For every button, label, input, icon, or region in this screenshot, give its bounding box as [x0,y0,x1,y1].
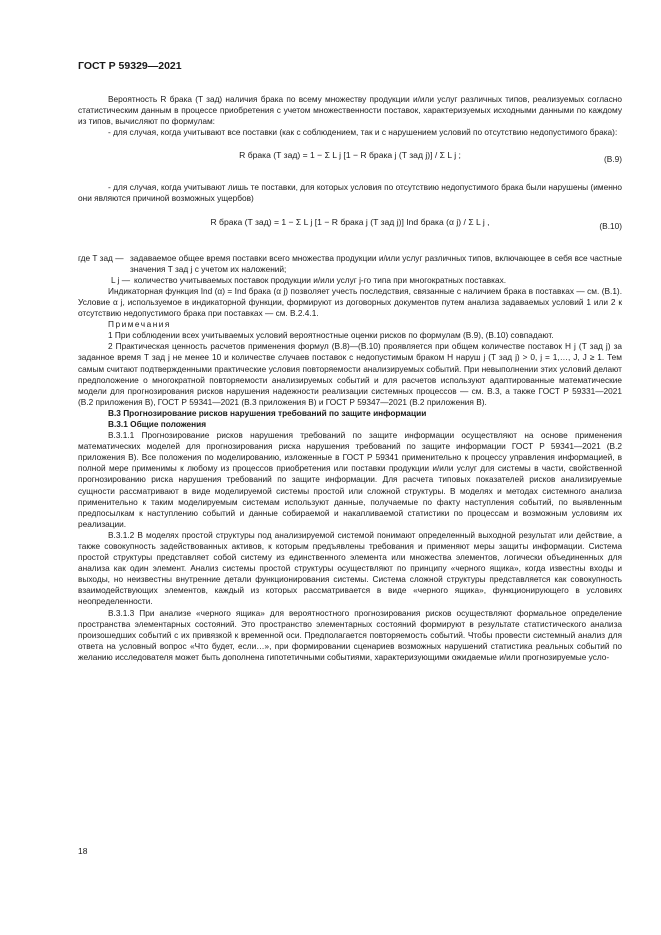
definition-text: задаваемое общее время поставки всего множества продукции и/или услуг различных типов, включающее в себя все частные значения T зад j с учетом их наложений; [130,252,622,274]
section-heading-b3: В.3 Прогнозирование рисков нарушения требований по защите информации [108,407,427,418]
formula-b9-expression: R брака (T зад) = 1 − Σ L j [1 − R брака j (T зад j)] / Σ L j ; [239,150,461,161]
note-1: 1 При соблюдении всех учитываемых условий вероятностные оценки рисков по формулам (В.9), (В.10) совпадают. [108,330,554,341]
paragraph-all-deliveries: - для случая, когда учитывают все поставки (как с соблюдением, так и с нарушением условий по отсутствию недопустимого брака): [108,127,618,138]
variable-definitions [78,253,622,286]
note-2: 2 Практическая ценность расчетов применения формул (В.8)—(В.10) проявляется при общем количестве поставок H j (T зад j) за заданное время T зад j не менее 10 и количестве случаев поставок с недопустимым браком H наруш j (T зад j) > 0, j = 1,…, J, J ≥ 1. Тем самым считают подтвержденными практические условия повторяемости анализируемых событий. При невыполнении этих условий делают предположение о многократной повторяемости анализируемых событий и для расчетов используют адаптированные математические модели для прогнозирования рисков нарушения надежности реализации системных процессов — см. В.3, а также ГОСТ Р 59331—2021 (В.2 приложения В), ГОСТ Р 59341—2021 (В.3 приложения В) и ГОСТ Р 59347—2021 (В.2 приложения В). [78,341,622,407]
paragraph-probability-intro: Вероятность R брака (T зад) наличия брака по всему множеству продукции и/или услуг различных типов, реализуемых согласно статистическим данным в процессе приобретения с учетом множественности поставок, характеризуемых исходными данными по каждому из типов, вычисляют по формулам: [78,94,622,127]
definition-t-zad [78,253,622,275]
paragraph-b312: В.3.1.2 В моделях простой структуры под анализируемой системой понимают определенный выходной результат или действие, а также совокупность задействованных активов, к которым предъявлены требования и применяют меры защиты информации. Система простой структуры представляет собой систему из единственного элемента или множества элементов, логически объединенных для анализа как один элемент. Анализ системы простой структуры осуществляют по принципу «черного ящика», когда известны входы и выходы, но неизвестны внутренние детали функционирования системы. Система сложной структуры представляется как совокупность взаимодействующих элементов, каждый из которых рассматривается в виде «черного ящика», функционирующего в условиях неопределенности. [78,529,622,607]
document-header: ГОСТ Р 59329—2021 [78,60,182,72]
formula-b9-number: (В.9) [604,154,622,165]
definition-text: количество учитываемых поставок продукции и/или услуг j-го типа при многократных поставках. [134,274,507,285]
formula-b10-expression: R брака (T зад) = 1 − Σ L j [1 − R брака j (T зад j)] Ind брака (α j) / Σ L j , [210,216,490,227]
definition-term: L j — [110,274,130,285]
subsection-heading-b31: В.3.1 Общие положения [108,418,207,429]
notes-title: Примечания [108,319,171,330]
formula-b10 [78,211,622,245]
paragraph-violated-deliveries: - для случая, когда учитывают лишь те поставки, для которых условия по отсутствию недопустимого брака были нарушены (именно они являются причиной возможных ущербов) [78,182,622,204]
definition-lj [78,275,622,286]
page-body [78,94,622,663]
formula-b9 [78,144,622,178]
page-number: 18 [78,846,88,856]
formula-b10-number: (В.10) [599,220,622,231]
paragraph-b313: В.3.1.3 При анализе «черного ящика» для вероятностного прогнозирования рисков осуществляют формальное определение пространства элементарных состояний. Это пространство элементарных состояний формируют в результате статистического анализа произошедших событий с их привязкой к временной оси. Предполагается повторяемость событий. Чтобы провести системный анализ для ответа на условный вопрос «Что будет, если…», при формировании сценариев возможных нарушений статистика реальных событий по желанию исследователя может быть дополнена гипотетичными событиями, характеризующими ожидаемые и/или прогнозируемые усло- [78,607,622,662]
definition-term: где T зад — [78,252,124,263]
paragraph-indicator-function: Индикаторная функция Ind (α) = Ind брака (α j) позволяет учесть последствия, связанные с наличием брака в поставках — см. (В.1). Условие α j, используемое в индикаторной функции, формируют из договорных документов путем анализа задаваемых условий 1 или 2 к отсутствию недопустимого брака при поставках — см. В.2.4.1. [78,285,622,319]
paragraph-b311: В.3.1.1 Прогнозирование рисков нарушения требований по защите информации осуществляют на основе применения математических моделей для прогнозирования риска нарушения требований по защите информации ГОСТ Р 59341—2021 (В.2 приложения В). Все положения по моделированию, изложенные в ГОСТ Р 59341 применительно к процессу управления информацией, в полной мере применимы к любому из процессов приобретения или поставки продукции и/или услуг для системы в части, свойственной прогнозированию риска нарушения требований по защите информации. Для расчета типовых показателей рисков анализируемые сущности рассматривают в виде моделируемой системы простой или сложной структуры. В моделях и методах системного анализа применительно к таким моделируемым системам используют данные, получаемые по факту наступления событий, по выявленным предпосылкам к наступлению событий и данные собираемой и накапливаемой статистики по процессам и возможным условиям их реализации. [78,430,622,529]
